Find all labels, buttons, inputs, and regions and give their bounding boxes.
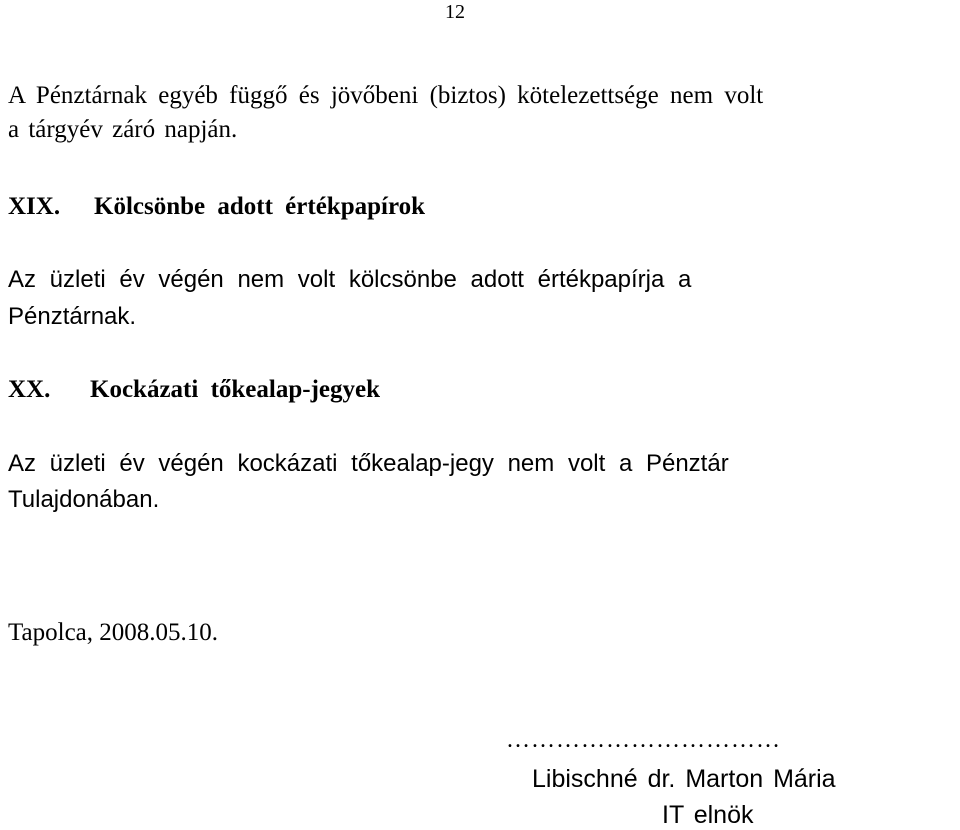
section-number: XIX.	[8, 193, 61, 220]
section-title: Kölcsönbe adott értékpapírok	[94, 193, 425, 220]
section-title: Kockázati tőkealap-jegyek	[90, 376, 380, 403]
section-xx-body-line-1: Az üzleti év végén kockázati tőkealap-jegy nem volt a Pénztár	[8, 450, 729, 477]
page-number: 12	[445, 1, 465, 23]
section-xix-body-line-1: Az üzleti év végén nem volt kölcsönbe adott értékpapírja a	[8, 266, 692, 293]
place-and-date: Tapolca, 2008.05.10.	[8, 619, 219, 646]
signer-role: IT elnök	[662, 801, 754, 829]
intro-line-1: A Pénztárnak egyéb függő és jövőbeni (biztos) kötelezettsége nem volt	[8, 82, 764, 109]
section-xix-body-line-2: Pénztárnak.	[8, 303, 137, 330]
intro-line-2: a tárgyév záró napján.	[8, 116, 238, 143]
section-heading-xx	[8, 376, 380, 404]
signer-name: Libischné dr. Marton Mária	[532, 765, 836, 793]
section-heading-xix	[8, 193, 425, 221]
section-number: XX.	[8, 376, 51, 403]
signature-line: ……………………………	[506, 727, 781, 753]
section-xx-body-line-2: Tulajdonában.	[8, 486, 160, 513]
